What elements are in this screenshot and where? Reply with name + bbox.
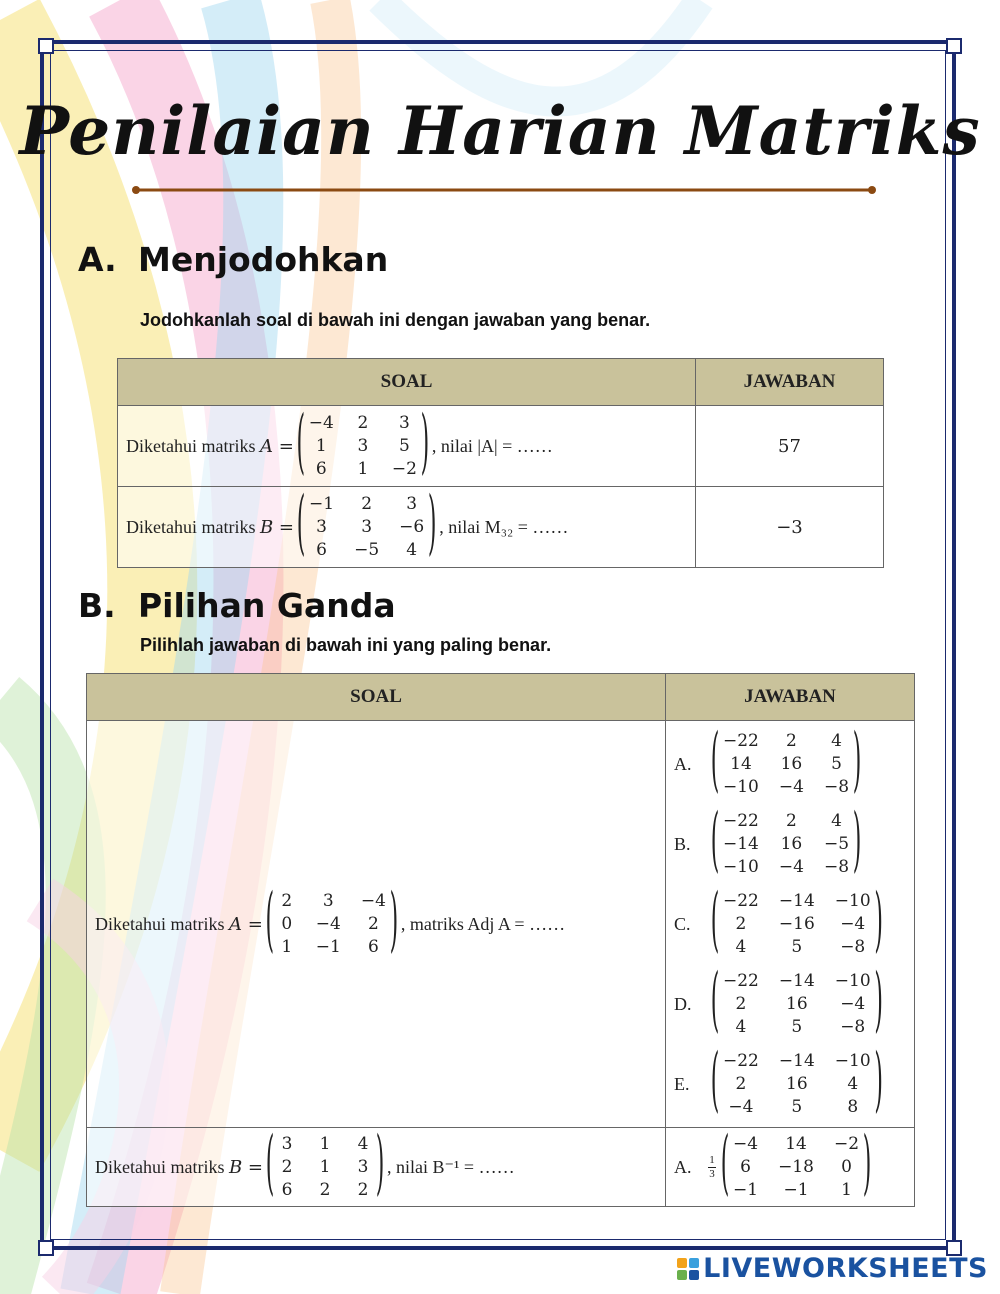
option-d[interactable] xyxy=(674,964,906,1044)
question-suffix: , nilai B⁻¹ = …… xyxy=(387,1156,515,1177)
matrix-entry: 6 xyxy=(315,459,327,479)
matrix-entry: −1 xyxy=(733,1180,759,1200)
matrix-entry: −22 xyxy=(723,891,759,911)
col-header-soal: SOAL xyxy=(118,359,696,406)
matrix-bracket: ( xyxy=(296,404,306,485)
matrix-entry: −16 xyxy=(778,914,815,934)
matrix-entry: 16 xyxy=(786,994,808,1014)
table-row xyxy=(87,721,915,1128)
matrix-entry: 2 xyxy=(281,1157,293,1177)
question-text: Diketahui matriks xyxy=(126,516,256,537)
matrix-entry: −6 xyxy=(399,517,425,537)
matrix-entry: 5 xyxy=(791,1097,803,1117)
matrix-entry: 4 xyxy=(735,1017,747,1037)
matrix-entry: −8 xyxy=(823,777,850,797)
matrix xyxy=(296,404,430,485)
matrix-entry: −4 xyxy=(778,777,804,797)
matrix-entry: −1 xyxy=(315,937,341,957)
matrix-entry: −5 xyxy=(823,834,850,854)
matrix-entry: 0 xyxy=(841,1157,852,1177)
matrix xyxy=(710,802,862,883)
matrix-entry: 16 xyxy=(780,834,803,854)
matrix-entry: −14 xyxy=(778,891,815,911)
col-header-soal: SOAL xyxy=(87,674,666,721)
matrix-entry: −4 xyxy=(728,1097,754,1117)
matrix-entry: 8 xyxy=(847,1097,859,1117)
option-e[interactable] xyxy=(674,1044,906,1124)
matrix-entry: −10 xyxy=(723,777,759,797)
corner-ornament xyxy=(946,38,962,54)
question-text: Diketahui matriks xyxy=(95,913,225,934)
matrix-entry: 4 xyxy=(406,540,418,560)
matrix-var: B = xyxy=(228,1156,264,1178)
matrix-entry: 4 xyxy=(831,731,842,751)
matrix-entry: 6 xyxy=(281,1180,293,1200)
question-suffix: , nilai |A| = …… xyxy=(431,435,553,456)
question-suffix: , matriks Adj A = …… xyxy=(400,913,566,934)
matrix-entry: 3 xyxy=(322,891,334,911)
matrix-entry: 5 xyxy=(791,937,803,957)
logo-text: LIVEWORKSHEETS xyxy=(703,1253,988,1284)
matrix-entry: 1 xyxy=(315,436,327,456)
answer-cell[interactable]: −3 xyxy=(696,487,884,568)
col-header-jawaban: JAWABAN xyxy=(696,359,884,406)
matrix xyxy=(296,485,437,566)
matrix-entry: 6 xyxy=(367,937,379,957)
matrix-bracket: ) xyxy=(852,802,862,883)
matrix-entry: 2 xyxy=(735,914,747,934)
matrix-entry: 2 xyxy=(357,1180,369,1200)
matrix-entry: 16 xyxy=(786,1074,808,1094)
matrix-entry: −22 xyxy=(723,731,759,751)
matrix-entry: −4 xyxy=(308,413,334,433)
matching-table xyxy=(117,358,884,568)
liveworksheets-logo[interactable] xyxy=(677,1253,988,1284)
matrix-var: B = xyxy=(259,516,295,538)
matrix-entry: −14 xyxy=(778,1051,815,1071)
matrix-entry: −4 xyxy=(840,994,866,1014)
matrix-entry: −4 xyxy=(315,914,341,934)
matrix-entry: −10 xyxy=(834,971,871,991)
col-header-jawaban: JAWABAN xyxy=(666,674,915,721)
matrix xyxy=(710,1042,883,1123)
section-a-instruction: Jodohkanlah soal di bawah ini dengan jawaban yang benar. xyxy=(140,310,651,330)
matrix-bracket: ) xyxy=(427,485,437,566)
matrix-entry: −4 xyxy=(360,891,386,911)
matrix-entry: −22 xyxy=(723,811,759,831)
matrix-entry: 3 xyxy=(398,413,410,433)
matrix-entry: 0 xyxy=(281,914,293,934)
matrix-entry: −4 xyxy=(733,1134,759,1154)
matrix-entry: 4 xyxy=(831,811,842,831)
matrix-entry: 3 xyxy=(316,517,327,537)
answer-cell[interactable]: 57 xyxy=(696,406,884,487)
matrix-bracket: ( xyxy=(710,962,720,1043)
multiple-choice-table xyxy=(86,673,915,1207)
matrix-bracket: ( xyxy=(720,1125,730,1206)
matrix-entry: −18 xyxy=(778,1157,814,1177)
matrix-entry: 14 xyxy=(785,1134,807,1154)
matrix-entry: 3 xyxy=(406,494,418,514)
option-label: A. xyxy=(674,1156,692,1177)
section-title: Menjodohkan xyxy=(138,240,389,279)
table-row xyxy=(118,487,884,568)
matrix-entry: −8 xyxy=(823,857,850,877)
matrix-entry: −22 xyxy=(723,971,759,991)
section-a-heading xyxy=(78,240,388,279)
matrix-entry: 2 xyxy=(361,494,373,514)
option-label: D. xyxy=(674,993,692,1014)
matrix-bracket: ( xyxy=(710,882,720,963)
matrix-entry: −10 xyxy=(834,891,871,911)
matrix-entry: −14 xyxy=(778,971,815,991)
matrix xyxy=(720,1125,872,1206)
matrix-entry: 2 xyxy=(281,891,293,911)
section-title: Pilihan Ganda xyxy=(138,586,396,625)
matrix-bracket: ) xyxy=(874,962,883,1043)
matrix-entry: 5 xyxy=(791,1017,803,1037)
matrix-entry: −4 xyxy=(840,914,866,934)
matrix-entry: 1 xyxy=(357,459,369,479)
matrix-entry: 3 xyxy=(357,436,369,456)
question-text: Diketahui matriks xyxy=(95,1156,225,1177)
liveworksheets-logo-icon xyxy=(677,1258,699,1280)
question-text: Diketahui matriks xyxy=(126,435,256,456)
matrix-entry: 14 xyxy=(730,754,752,774)
matrix-entry: 5 xyxy=(398,436,410,456)
matrix-entry: 2 xyxy=(367,914,379,934)
question-cell xyxy=(87,1125,666,1207)
matrix-entry: −4 xyxy=(778,857,804,877)
question-cell xyxy=(118,487,696,568)
table-row xyxy=(118,406,884,487)
matrix-bracket: ) xyxy=(375,1125,385,1206)
matrix xyxy=(265,1125,385,1206)
matrix-entry: 2 xyxy=(319,1180,331,1200)
matrix-entry: 3 xyxy=(361,517,373,537)
section-number: A. xyxy=(78,240,117,279)
section-b-heading xyxy=(78,586,396,625)
option-label: A. xyxy=(674,753,692,774)
option-b[interactable] xyxy=(674,804,906,884)
question-suffix: , nilai M₃₂ = …… xyxy=(439,516,569,537)
section-b-instruction: Pilihlah jawaban di bawah ini yang paling benar. xyxy=(140,635,552,655)
matrix-entry: 1 xyxy=(319,1157,331,1177)
option-a[interactable] xyxy=(674,724,906,804)
question-cell xyxy=(118,406,696,487)
matrix xyxy=(265,882,399,963)
matrix-entry: 3 xyxy=(281,1134,293,1154)
matrix-entry: −22 xyxy=(723,1051,759,1071)
option-label: C. xyxy=(674,913,691,934)
matrix-entry: −1 xyxy=(783,1180,809,1200)
corner-ornament xyxy=(38,1240,54,1256)
matrix-entry: 6 xyxy=(316,540,327,560)
matrix-entry: −8 xyxy=(840,937,866,957)
matrix-var: A = xyxy=(259,435,294,457)
matrix-entry: 5 xyxy=(831,754,842,774)
matrix-bracket: ( xyxy=(710,802,720,883)
matrix-entry: 4 xyxy=(735,937,747,957)
matrix-entry: −5 xyxy=(354,540,380,560)
matrix-entry: 6 xyxy=(740,1157,751,1177)
matrix-bracket: ( xyxy=(265,1125,275,1206)
matrix-entry: −14 xyxy=(723,834,759,854)
matrix-entry: 16 xyxy=(780,754,803,774)
corner-ornament xyxy=(38,38,54,54)
table-row xyxy=(87,1128,915,1207)
title-underline xyxy=(130,186,878,194)
matrix-bracket: ) xyxy=(852,722,862,803)
matrix-entry: 2 xyxy=(735,994,747,1014)
matrix-entry: 4 xyxy=(357,1134,369,1154)
matrix xyxy=(710,962,883,1043)
option-label: E. xyxy=(674,1073,690,1094)
matrix-entry: 2 xyxy=(786,811,797,831)
matrix-bracket: ) xyxy=(420,404,430,485)
matrix-bracket: ) xyxy=(862,1125,872,1206)
matrix-entry: 4 xyxy=(847,1074,859,1094)
matrix-bracket: ) xyxy=(874,882,883,963)
matrix-entry: −10 xyxy=(834,1051,871,1071)
matrix-entry: −10 xyxy=(723,857,759,877)
fraction: $\frac{1}{3}$ xyxy=(709,1154,715,1180)
matrix-bracket: ( xyxy=(265,882,275,963)
option-label: B. xyxy=(674,833,691,854)
matrix-bracket: ( xyxy=(296,485,306,566)
matrix xyxy=(710,722,862,803)
matrix-entry: 2 xyxy=(786,731,797,751)
matrix-bracket: ( xyxy=(710,722,720,803)
page-title: Penilaian Harian Matriks xyxy=(19,92,981,170)
matrix-entry: 2 xyxy=(357,413,369,433)
matrix-entry: 1 xyxy=(281,937,293,957)
matrix-entry: 1 xyxy=(319,1134,331,1154)
matrix-entry: −2 xyxy=(833,1134,860,1154)
matrix-bracket: ( xyxy=(710,1042,720,1123)
matrix-entry: −1 xyxy=(309,494,335,514)
matrix-entry: −8 xyxy=(840,1017,866,1037)
matrix-bracket: ) xyxy=(389,882,399,963)
option-c[interactable] xyxy=(674,884,906,964)
matrix-entry: 3 xyxy=(357,1157,369,1177)
option-a[interactable] xyxy=(674,1125,906,1206)
matrix-bracket: ) xyxy=(874,1042,883,1123)
matrix-entry: 1 xyxy=(841,1180,852,1200)
options-cell xyxy=(666,721,915,1128)
matrix-var: A = xyxy=(228,913,263,935)
matrix-entry: 2 xyxy=(735,1074,747,1094)
section-number: B. xyxy=(78,586,116,625)
matrix-entry: −2 xyxy=(391,459,417,479)
